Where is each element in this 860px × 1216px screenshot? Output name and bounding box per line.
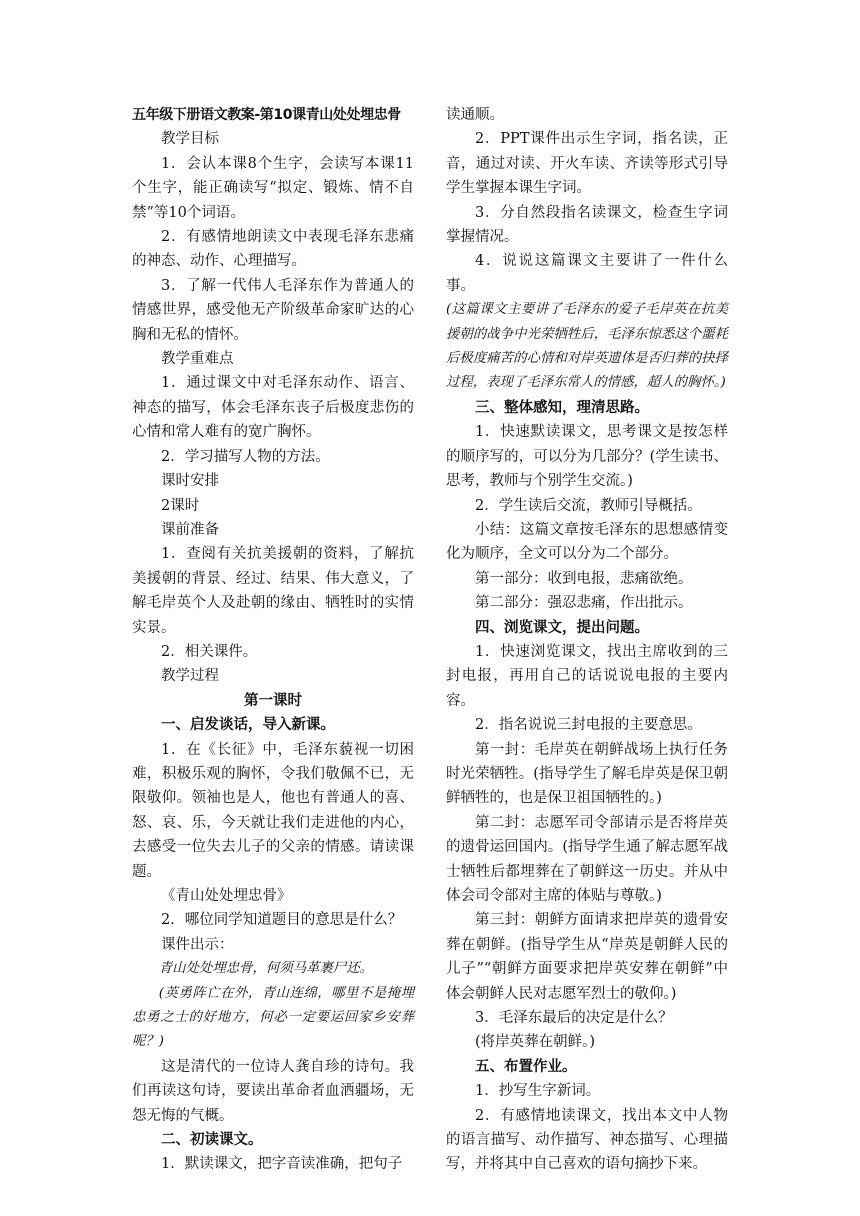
paragraph: 1．通过课文中对毛泽东动作、语言、神态的描写，体会毛泽东丧子后极度悲伤的心情和常人难有的宽广胸怀。: [132, 375, 414, 441]
paragraph: 课件出示：: [161, 936, 234, 953]
paragraph: (将岸英葬在朝鲜。): [475, 1034, 596, 1051]
paragraph: 2．学生读后交流，教师引导概括。: [475, 497, 702, 514]
paragraph: 教学重难点: [161, 351, 234, 368]
paragraph: 教学过程: [161, 668, 219, 685]
section-heading: 二、初读课文。: [161, 1132, 263, 1149]
paragraph: 2．PPT课件出示生字词，指名读，正音，通过对读、开火车读、齐读等形式引导学生掌握本课生字词。: [446, 131, 728, 197]
paragraph: 2课时: [161, 497, 200, 514]
paragraph: 1．默读课文，把字音读准确，把句子: [161, 1156, 403, 1173]
paragraph: 第一封：毛岸英在朝鲜战场上执行任务时光荣牺牲。(指导学生了解毛岸英是保卫朝鲜牺牲的，也是保卫祖国牺牲的。): [446, 741, 728, 807]
paragraph: 2．有感情地朗读文中表现毛泽东悲痛的神态、动作、心理描写。: [132, 229, 414, 270]
annotation-note: (这篇课文主要讲了毛泽东的爱子毛岸英在抗美援朝的战争中光荣牺牲后，毛泽东惊悉这个噩耗后极度痛苦的心情和对岸英遗体是否归葬的抉择过程，表现了毛泽东常人的情感，超人的胸怀。): [446, 302, 728, 391]
paragraph: 1．快速默读课文，思考课文是按怎样的顺序写的，可以分为几部分？(学生读书、思考，教师与个别学生交流。): [446, 424, 728, 490]
paragraph: 3．了解一代伟人毛泽东作为普通人的情感世界，感受他无产阶级革命家旷达的心胸和无私的情怀。: [132, 277, 414, 343]
annotation-note: 青山处处埋忠骨，何须马革裹尸还。: [158, 961, 374, 977]
paragraph: 2．有感情地读课文，找出本文中人物的语言描写、动作描写、神态描写、心理描写，并将其中自己喜欢的语句摘抄下来。: [446, 1107, 728, 1173]
section-heading: 一、启发谈话，导入新课。: [161, 717, 335, 734]
paragraph: 2．相关课件。: [161, 643, 258, 660]
paragraph: 3．毛泽东最后的决定是什么？: [475, 1010, 673, 1027]
section-heading: 五、布置作业。: [475, 1058, 577, 1075]
paragraph: 2．学习描写人物的方法。: [161, 448, 330, 465]
paragraph: 课前准备: [161, 521, 219, 538]
paragraph: 第二封：志愿军司令部请示是否将岸英的遗骨运回国内。(指导学生通了解志愿军战士牺牲后都埋葬在了朝鲜这一历史。并从中体会司令部对主席的体贴与尊敬。): [446, 814, 728, 904]
paragraph: 教学目标: [161, 131, 219, 148]
paragraph: 2．指名说说三封电报的主要意思。: [475, 717, 702, 734]
paragraph: 读通顺。: [446, 107, 504, 123]
paragraph: 《青山处处埋忠骨》: [161, 888, 292, 904]
paragraph: 1．在《长征》中，毛泽东藐视一切困难，积极乐观的胸怀，令我们敬佩不已，无限敬仰。领袖也是人，他也有普通人的喜、怒、哀、乐，今天就让我们走进他的内心，去感受一位失去儿子的父亲的情感。请读课题。: [132, 741, 414, 880]
paragraph: 第二部分：强忍悲痛，作出批示。: [475, 595, 693, 612]
paragraph: 3．分自然段指名读课文，检查生字词掌握情况。: [446, 204, 728, 246]
paragraph: 这是清代的一位诗人龚自珍的诗句。我们再读这句诗，要读出革命者血洒疆场，无怨无悔的气概。: [132, 1058, 414, 1124]
lesson-heading: 第一课时: [244, 692, 302, 709]
paragraph: 1．抄写生字新词。: [475, 1083, 601, 1100]
section-heading: 三、整体感知，理清思路。: [475, 399, 649, 416]
section-heading: 四、浏览课文，提出问题。: [475, 619, 649, 636]
paragraph: 1．会认本课8个生字，会读写本课11个生字，能正确读写“拟定、锻炼、情不自禁”等10个词语。: [132, 155, 414, 221]
paragraph: 1．快速浏览课文，找出主席收到的三封电报，再用自己的话说说电报的主要内容。: [446, 643, 728, 709]
paragraph: 1．查阅有关抗美援朝的资料，了解抗美援朝的背景、经过、结果、伟大意义，了解毛岸英个人及赴朝的缘由、牺牲时的实情实景。: [132, 546, 414, 636]
paragraph: 第三封：朝鲜方面请求把岸英的遗骨安葬在朝鲜。(指导学生从“岸英是朝鲜人民的儿子”“朝鲜方面要求把岸英安葬在朝鲜”中体会朝鲜人民对志愿军烈士的敬仰。): [446, 912, 728, 1002]
paragraph: 4．说说这篇课文主要讲了一件什么事。: [446, 253, 728, 294]
annotation-note: (英勇阵亡在外，青山连绵，哪里不是掩埋忠勇之士的好地方，何必一定要运回家乡安葬呢？): [132, 985, 414, 1050]
paragraph: 小结：这篇文章按毛泽东的思想感情变化为顺序，全文可以分为二个部分。: [446, 521, 728, 563]
paragraph: 2．哪位同学知道题目的意思是什么？: [161, 912, 403, 929]
left-column: [132, 103, 414, 1177]
right-column: [446, 103, 728, 1177]
document-title: 五年级下册语文教案-第10课青山处处埋忠骨: [132, 107, 401, 123]
paragraph: 第一部分：收到电报，悲痛欲绝。: [475, 570, 693, 587]
paragraph: 课时安排: [161, 473, 219, 490]
